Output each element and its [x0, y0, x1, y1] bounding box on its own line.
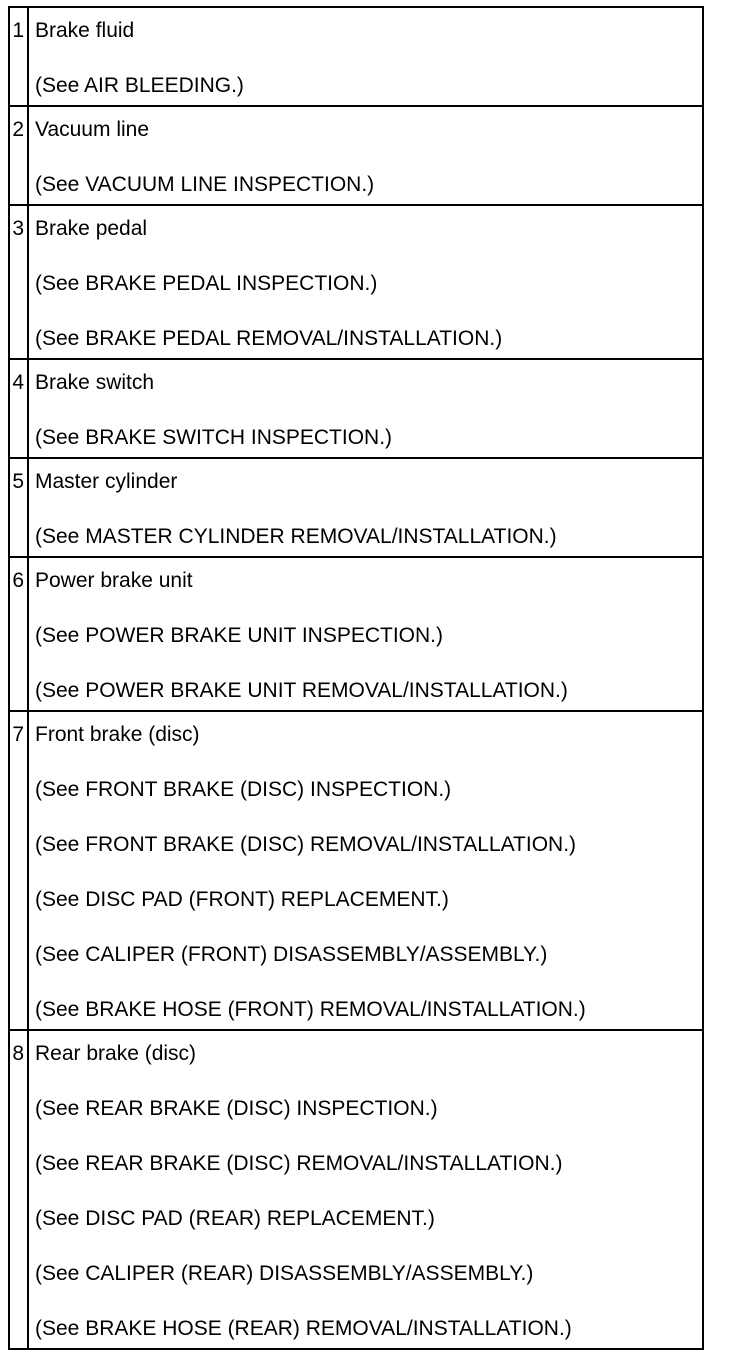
reference-link[interactable]: (See BRAKE PEDAL REMOVAL/INSTALLATION.)	[35, 327, 503, 350]
table-row	[10, 105, 702, 204]
reference-link[interactable]: (See FRONT BRAKE (DISC) REMOVAL/INSTALLATION.)	[35, 833, 577, 856]
reference-link[interactable]: (See REAR BRAKE (DISC) REMOVAL/INSTALLATION.)	[35, 1152, 563, 1175]
reference-link[interactable]: (See POWER BRAKE UNIT REMOVAL/INSTALLATION.)	[35, 679, 568, 702]
reference-link[interactable]: (See BRAKE HOSE (REAR) REMOVAL/INSTALLATION.)	[35, 1317, 572, 1340]
reference-link[interactable]: (See DISC PAD (REAR) REPLACEMENT.)	[35, 1207, 435, 1230]
component-title: Front brake (disc)	[35, 723, 200, 746]
table-row	[10, 8, 702, 105]
row-content	[29, 1031, 702, 1348]
reference-link[interactable]: (See BRAKE PEDAL INSPECTION.)	[35, 272, 378, 295]
row-number: 5	[10, 459, 29, 556]
table-row	[10, 204, 702, 358]
row-content	[29, 558, 702, 710]
row-number: 1	[10, 8, 29, 105]
reference-link[interactable]: (See CALIPER (FRONT) DISASSEMBLY/ASSEMBLY.)	[35, 943, 548, 966]
reference-link[interactable]: (See POWER BRAKE UNIT INSPECTION.)	[35, 624, 444, 647]
table-row	[10, 358, 702, 457]
component-title: Master cylinder	[35, 470, 178, 493]
reference-link[interactable]: (See AIR BLEEDING.)	[35, 74, 244, 97]
reference-link[interactable]: (See MASTER CYLINDER REMOVAL/INSTALLATION.)	[35, 525, 557, 548]
component-title: Brake switch	[35, 371, 155, 394]
table-row	[10, 1029, 702, 1348]
row-content	[29, 712, 702, 1029]
reference-link[interactable]: (See BRAKE SWITCH INSPECTION.)	[35, 426, 393, 449]
component-title: Vacuum line	[35, 118, 150, 141]
reference-link[interactable]: (See CALIPER (REAR) DISASSEMBLY/ASSEMBLY.)	[35, 1262, 534, 1285]
component-title: Brake fluid	[35, 19, 135, 42]
reference-link[interactable]: (See VACUUM LINE INSPECTION.)	[35, 173, 375, 196]
table-row	[10, 710, 702, 1029]
table-row	[10, 556, 702, 710]
component-title: Brake pedal	[35, 217, 148, 240]
row-number: 8	[10, 1031, 29, 1348]
row-content	[29, 206, 702, 358]
reference-link[interactable]: (See DISC PAD (FRONT) REPLACEMENT.)	[35, 888, 449, 911]
reference-link[interactable]: (See REAR BRAKE (DISC) INSPECTION.)	[35, 1097, 438, 1120]
component-title: Power brake unit	[35, 569, 193, 592]
row-number: 3	[10, 206, 29, 358]
reference-link[interactable]: (See BRAKE HOSE (FRONT) REMOVAL/INSTALLATION.)	[35, 998, 586, 1021]
component-title: Rear brake (disc)	[35, 1042, 197, 1065]
row-content	[29, 360, 702, 457]
reference-link[interactable]: (See FRONT BRAKE (DISC) INSPECTION.)	[35, 778, 452, 801]
row-content	[29, 459, 702, 556]
row-content	[29, 107, 702, 204]
row-number: 2	[10, 107, 29, 204]
row-number: 4	[10, 360, 29, 457]
row-number: 6	[10, 558, 29, 710]
row-number: 7	[10, 712, 29, 1029]
component-table	[8, 6, 704, 1350]
table-row	[10, 457, 702, 556]
row-content	[29, 8, 702, 105]
